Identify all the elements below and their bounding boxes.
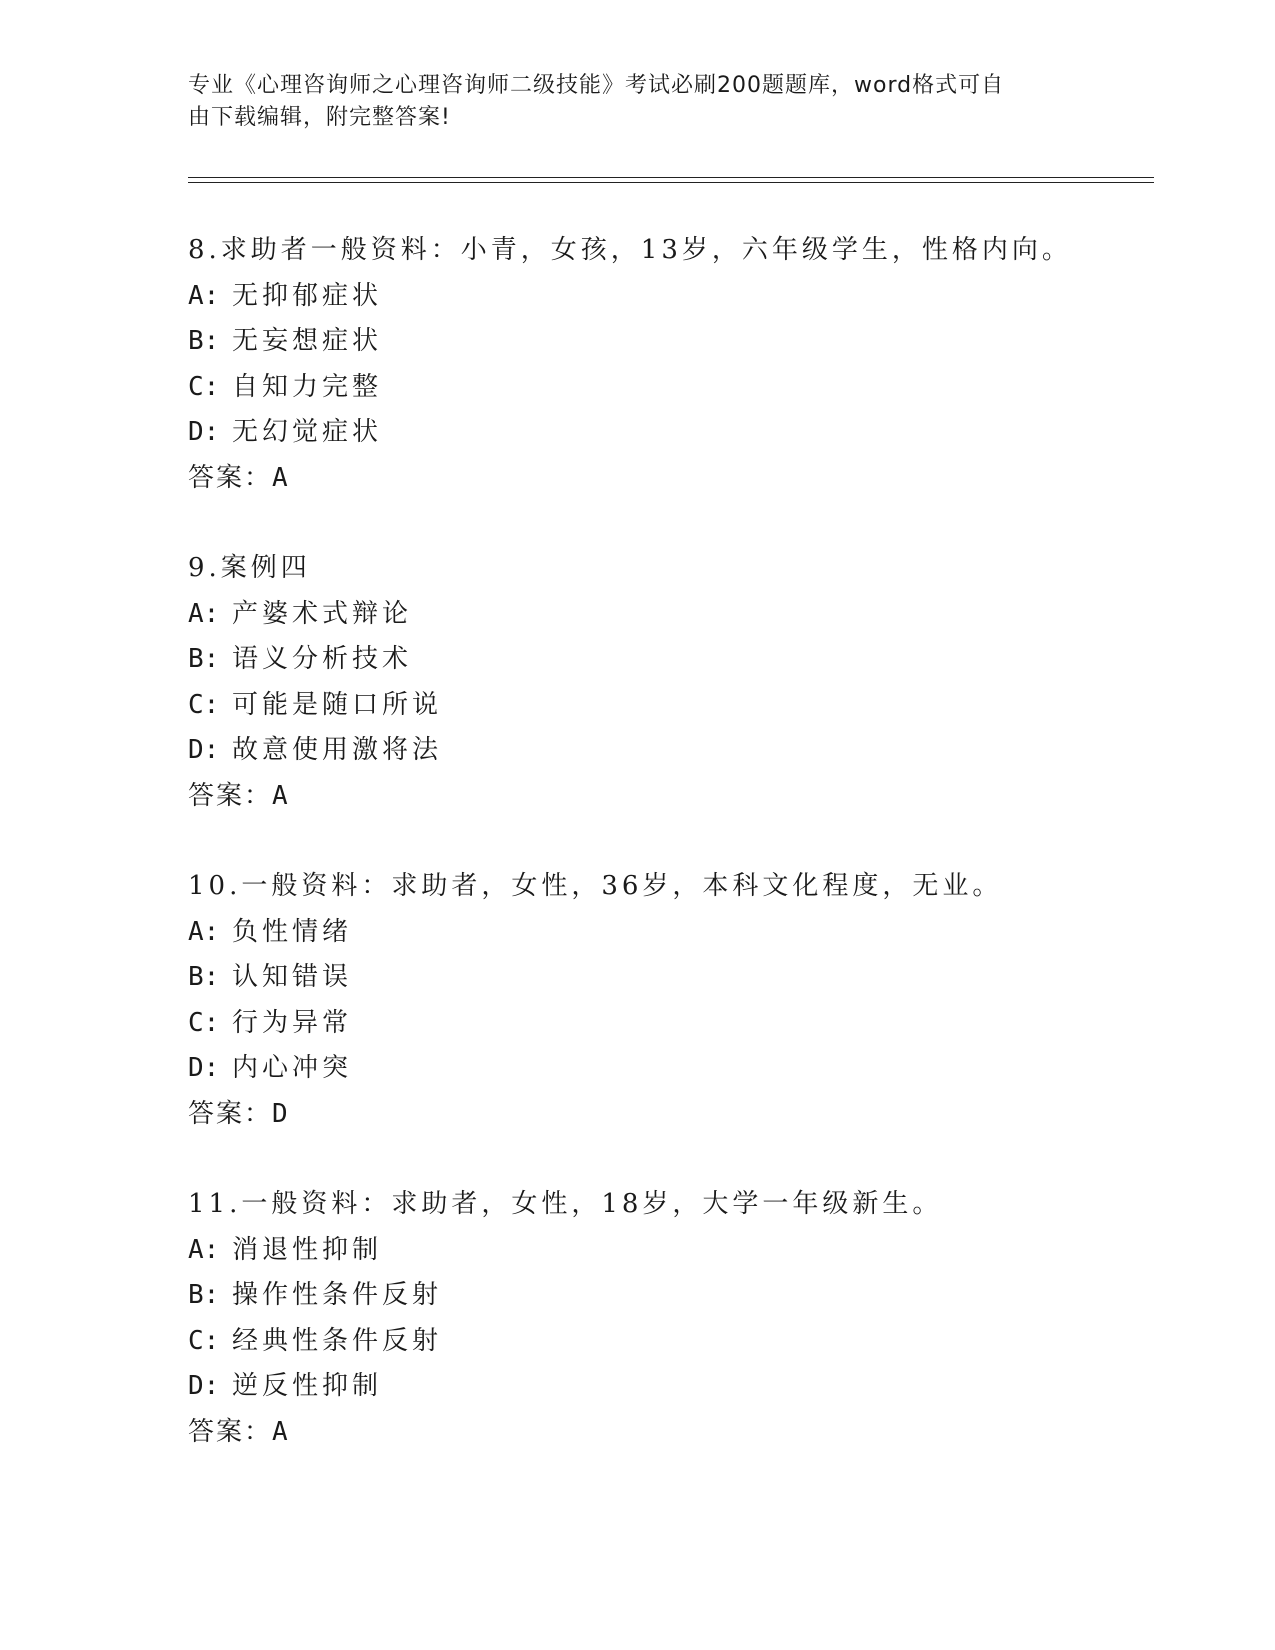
option-letter: D: [188,735,220,765]
option-a [188,1228,1138,1274]
option-b [188,637,1138,683]
option-d [188,728,1138,774]
option-letter: C: [188,1325,220,1356]
question-stem: 9.案例四 [188,553,311,583]
option-letter: B: [188,326,220,356]
header-divider-bottom [188,182,1154,183]
option-letter: C: [188,689,220,720]
option-b [188,1273,1138,1319]
option-text: 负性情绪 [232,916,353,947]
option-text: 逆反性抑制 [232,1371,383,1401]
answer-label: 答案： [188,1098,273,1129]
option-text: 认知错误 [232,962,353,992]
option-letter: D: [188,1053,220,1083]
option-c [188,683,1138,729]
question-block [188,228,1138,501]
option-letter: B: [188,962,220,992]
option-letter: C: [188,371,220,402]
option-c [188,1001,1138,1047]
option-a [188,592,1138,638]
option-text: 可能是随口所说 [232,689,443,720]
option-letter: A: [188,1234,220,1265]
option-text: 消退性抑制 [232,1234,383,1265]
option-text: 自知力完整 [232,371,383,402]
answer-value: A [272,462,290,493]
option-letter: A: [188,916,220,947]
option-a [188,910,1138,956]
option-letter: D: [188,1371,220,1401]
option-c [188,365,1138,411]
question-stem: 11.一般资料：求助者，女性，18岁，大学一年级新生。 [188,1189,943,1219]
answer-value: A [272,780,290,811]
answer-line [188,1092,1138,1138]
answer-line [188,1410,1138,1456]
answer-value: D [272,1098,290,1129]
header-line-1: 专业《心理咨询师之心理咨询师二级技能》考试必刷200题题库，word格式可自 [188,73,1005,98]
option-d [188,410,1138,456]
answer-label: 答案： [188,780,273,811]
option-text: 经典性条件反射 [232,1325,443,1356]
question-block [188,1182,1138,1455]
option-letter: C: [188,1007,220,1038]
option-letter: B: [188,644,220,674]
answer-label: 答案： [188,462,273,493]
answer-line [188,456,1138,502]
option-letter: D: [188,417,220,447]
question-block [188,864,1138,1137]
document-header [188,70,1068,134]
option-text: 无抑郁症状 [232,280,383,311]
question-stem: 8.求助者一般资料：小青，女孩，13岁，六年级学生，性格内向。 [188,235,1072,265]
option-b [188,319,1138,365]
option-letter: A: [188,280,220,311]
option-d [188,1046,1138,1092]
option-text: 内心冲突 [232,1053,353,1083]
option-letter: A: [188,598,220,629]
option-text: 行为异常 [232,1007,353,1038]
option-letter: B: [188,1280,220,1310]
option-text: 操作性条件反射 [232,1280,443,1310]
option-text: 语义分析技术 [232,644,413,674]
question-stem: 10.一般资料：求助者，女性，36岁，本科文化程度，无业。 [188,871,1003,901]
option-text: 无妄想症状 [232,326,383,356]
option-text: 故意使用激将法 [232,735,443,765]
option-b [188,955,1138,1001]
answer-value: A [272,1416,290,1447]
option-c [188,1319,1138,1365]
option-d [188,1364,1138,1410]
header-divider-top [188,177,1154,178]
answer-line [188,774,1138,820]
header-line-2: 由下载编辑，附完整答案! [188,105,451,130]
option-text: 产婆术式辩论 [232,598,413,629]
option-text: 无幻觉症状 [232,417,383,447]
option-a [188,274,1138,320]
answer-label: 答案： [188,1416,273,1447]
question-block [188,546,1138,819]
